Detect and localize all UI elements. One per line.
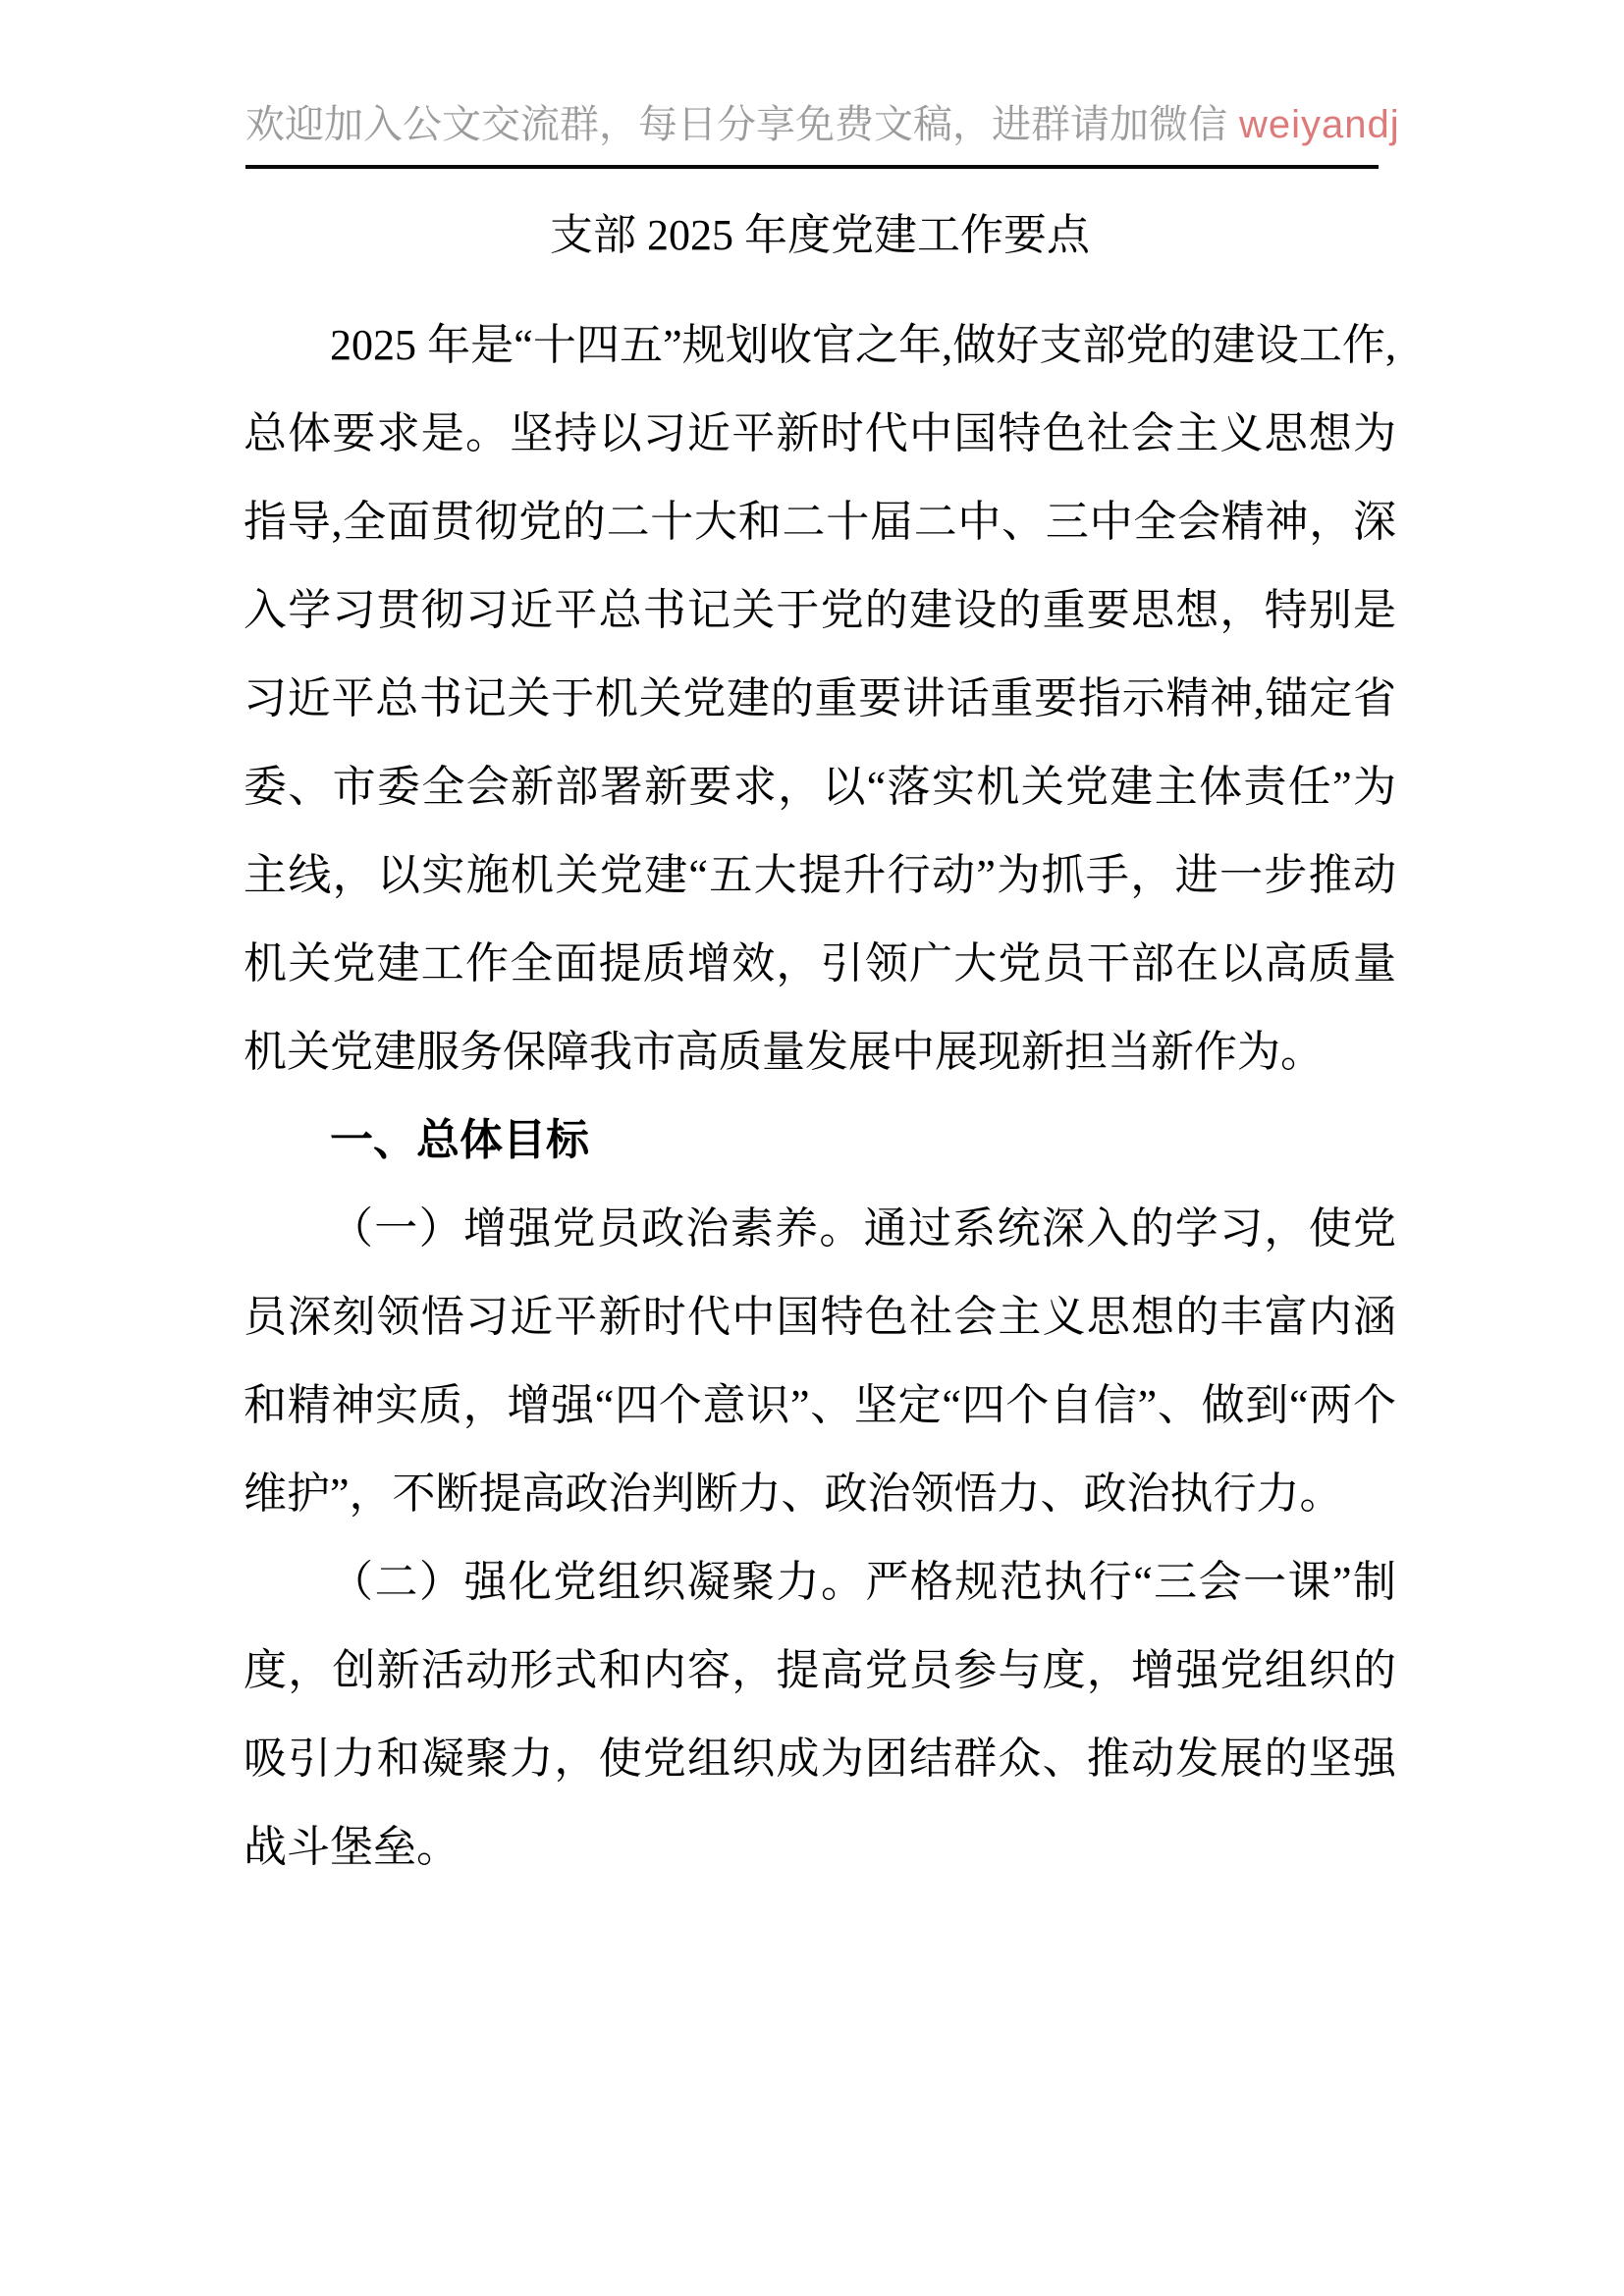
intro-paragraph: 2025 年是“十四五”规划收官之年,做好支部党的建设工作,总体要求是。坚持以习近平新时代中国特色社会主义思想为指导,全面贯彻党的二十大和二十届二中、三中全会精神，深入学习贯彻习近平总书记关于党的建设的重要思想，特别是习近平总书记关于机关党建的重要讲话重要指示精神,锚定省委、市委全会新部署新要求，以“落实机关党建主体责任”为主线，以实施机关党建“五大提升行动”为抓手，进一步推动机关党建工作全面提质增效，引领广大党员干部在以高质量机关党建服务保障我市高质量发展中展现新担当新作为。 [244, 321, 1396, 1076]
banner-text: 欢迎加入公文交流群，每日分享免费文稿，进群请加微信 [245, 103, 1227, 146]
document-title: 支部 2025 年度党建工作要点 [550, 211, 1090, 259]
header-banner [245, 96, 1400, 169]
goal-item-1-paragraph: （一）增强党员政治素养。通过系统深入的学习，使党员深刻领悟习近平新时代中国特色社会主义思想的丰富内涵和精神实质，增强“四个意识”、坚定“四个自信”、做到“两个维护”，不断提高政治判断力、政治领悟力、政治执行力。 [244, 1204, 1396, 1518]
section-heading-overall-goals: 一、总体目标 [330, 1116, 589, 1164]
goal-item-2-paragraph: （二）强化党组织凝聚力。严格规范执行“三会一课”制度，创新活动形式和内容，提高党员参与度，增强党组织的吸引力和凝聚力，使党组织成为团结群众、推动发展的坚强战斗堡垒。 [244, 1558, 1396, 1871]
document-body [244, 191, 1396, 1892]
banner-wechat-id: weiyandj [1239, 103, 1400, 146]
